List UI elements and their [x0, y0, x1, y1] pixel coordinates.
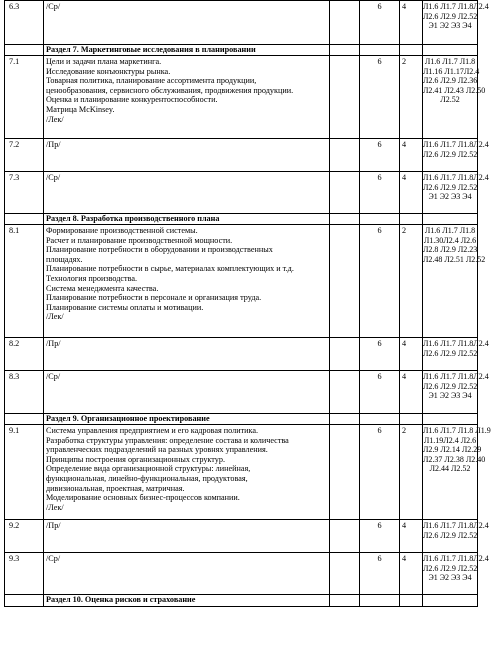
topic-line: /Пр/	[46, 140, 61, 149]
semester-cell: 6	[360, 1, 400, 45]
curriculum-table-body	[5, 1, 491, 607]
literature-refs	[423, 425, 491, 520]
topic-content	[44, 425, 330, 520]
ref-line: Э1 Э2 Э3 Э4	[428, 192, 472, 202]
empty-cell	[400, 45, 423, 56]
ref-line: Л2.8 Л2.9 Л2.23	[423, 245, 478, 255]
ref-line: Л2.6 Л2.9 Л2.52	[423, 149, 478, 159]
ref-line: Л2.44 Л2.52	[429, 464, 471, 474]
topic-line: Цели и задачи плана маркетинга.	[46, 57, 162, 66]
topic-line: Планирование потребности в персонале и организация труда.	[46, 293, 262, 303]
semester-cell: 6	[360, 139, 400, 172]
topic-row	[5, 338, 478, 371]
ref-line: Л2.48 Л2.51 Л2.52	[423, 254, 486, 264]
empty-cell	[5, 414, 44, 425]
topic-row	[5, 1, 478, 45]
ref-line: Л1.6 Л1.7 Л1.8Л2.4	[423, 521, 489, 530]
topic-line: /Пр/	[46, 521, 61, 530]
topic-line: /Ср/	[46, 372, 61, 381]
topic-line: Расчет и планирование производственной мощности.	[46, 235, 233, 245]
section-title: Раздел 10. Оценка рисков и страхование	[44, 595, 330, 607]
empty-cell	[330, 595, 360, 607]
empty-cell	[360, 214, 400, 225]
topic-line: Планирование потребности в сырье, материалах комплектующих и т.д.	[46, 264, 294, 274]
ref-line: Л1.6 Л1.7 Л1.8	[424, 226, 476, 235]
empty-cell	[330, 172, 360, 214]
topic-row	[5, 425, 478, 520]
topic-line: /Лек/	[46, 114, 64, 124]
section-row	[5, 595, 478, 607]
ref-line: Л2.41 Л2.43 Л2.50	[423, 85, 486, 95]
ref-line: Л2.6 Л2.9 Л2.52	[423, 563, 478, 573]
topic-number: 9.2	[5, 520, 44, 553]
ref-line: Л2.9 Л2.14 Л2.29	[423, 445, 482, 455]
topic-line: Матрица McKinsey.	[46, 104, 115, 114]
topic-line: Товарная политика, планирование ассортимента продукции,	[46, 76, 257, 86]
ref-line: Л1.6 Л1.7 Л1.8Л2.4	[423, 140, 489, 149]
ref-line: Л1.6 Л1.7 Л1.8	[424, 57, 476, 66]
topic-line: /Ср/	[46, 554, 61, 563]
empty-cell	[330, 214, 360, 225]
topic-number: 8.2	[5, 338, 44, 371]
topic-line: функциональная, линейно-функциональная, продуктовая,	[46, 473, 248, 483]
empty-cell	[423, 45, 478, 56]
topic-line: /Ср/	[46, 2, 61, 11]
literature-refs	[423, 139, 489, 172]
empty-cell	[330, 225, 360, 338]
empty-cell	[423, 214, 478, 225]
semester-cell: 6	[360, 520, 400, 553]
semester-cell: 6	[360, 225, 400, 338]
empty-cell	[330, 139, 360, 172]
topic-line: управленческих подразделений на разных уровнях управления.	[46, 445, 268, 455]
ref-line: Л1.6 Л1.7 Л1.8Л2.4	[423, 339, 489, 348]
ref-line: Л1.19Л2.4 Л2.6	[423, 435, 477, 445]
hours-cell: 4	[400, 338, 423, 371]
topic-line: дивизиональная, проектная, матричная.	[46, 483, 185, 493]
topic-line: площадях.	[46, 254, 83, 264]
empty-cell	[423, 414, 478, 425]
ref-line: Л2.37 Л2.38 Л2.40	[423, 454, 486, 464]
topic-number: 7.1	[5, 56, 44, 139]
empty-cell	[330, 425, 360, 520]
topic-line: /Пр/	[46, 339, 61, 348]
hours-cell: 2	[400, 425, 423, 520]
topic-content	[44, 1, 330, 45]
empty-cell	[360, 595, 400, 607]
literature-refs	[423, 553, 489, 595]
ref-line: Л2.6 Л2.9 Л2.52	[423, 182, 478, 192]
topic-line: Система менеджмента качества.	[46, 283, 159, 293]
topic-content	[44, 56, 330, 139]
hours-cell: 4	[400, 172, 423, 214]
topic-number: 8.1	[5, 225, 44, 338]
topic-line: Разработка структуры управления: определение состава и количества	[46, 435, 289, 445]
topic-number: 9.3	[5, 553, 44, 595]
ref-line: Э1 Э2 Э3 Э4	[428, 573, 472, 583]
empty-cell	[360, 45, 400, 56]
section-row	[5, 214, 478, 225]
empty-cell	[330, 1, 360, 45]
topic-content	[44, 139, 330, 172]
hours-cell: 4	[400, 371, 423, 414]
ref-line: Л2.52	[440, 95, 460, 105]
topic-number: 7.3	[5, 172, 44, 214]
empty-cell	[330, 56, 360, 139]
empty-cell	[330, 553, 360, 595]
literature-refs	[423, 225, 486, 338]
ref-line: Л1.6 Л1.7 Л1.8Л2.4	[423, 2, 489, 11]
ref-line: Л1.6 Л1.7 Л1.8Л2.4	[423, 554, 489, 563]
empty-cell	[330, 520, 360, 553]
topic-content	[44, 225, 330, 338]
topic-row	[5, 371, 478, 414]
ref-line: Л1.6 Л1.7 Л1.8 Л1.9	[423, 426, 491, 435]
topic-row	[5, 139, 478, 172]
semester-cell: 6	[360, 56, 400, 139]
empty-cell	[330, 45, 360, 56]
topic-line: Планирование системы оплаты и мотивации.	[46, 302, 204, 312]
section-title: Раздел 7. Маркетинговые исследования в планировании	[44, 45, 330, 56]
topic-line: /Лек/	[46, 502, 64, 512]
section-title: Раздел 9. Организационное проектирование	[44, 414, 330, 425]
topic-line: Моделирование основных бизнес-процессов компании.	[46, 493, 240, 503]
hours-cell: 4	[400, 139, 423, 172]
literature-refs	[423, 520, 489, 553]
hours-cell: 4	[400, 520, 423, 553]
empty-cell	[5, 214, 44, 225]
curriculum-table-page	[4, 0, 491, 607]
topic-row	[5, 520, 478, 553]
literature-refs	[423, 338, 489, 371]
topic-content	[44, 371, 330, 414]
topic-line: /Лек/	[46, 312, 64, 322]
semester-cell: 6	[360, 553, 400, 595]
ref-line: Л1.16 Л1.17Л2.4	[423, 66, 480, 76]
empty-cell	[400, 414, 423, 425]
topic-content	[44, 172, 330, 214]
topic-row	[5, 172, 478, 214]
topic-line: Определение вида организационной структуры: линейная,	[46, 464, 251, 474]
section-title: Раздел 8. Разработка производственного плана	[44, 214, 330, 225]
literature-refs	[423, 1, 489, 45]
hours-cell: 4	[400, 1, 423, 45]
topic-number: 9.1	[5, 425, 44, 520]
topic-number: 7.2	[5, 139, 44, 172]
topic-line: ценообразования, сервисного обслуживания, продвижения продукции.	[46, 85, 294, 95]
topic-number: 6.3	[5, 1, 44, 45]
semester-cell: 6	[360, 172, 400, 214]
topic-content	[44, 338, 330, 371]
literature-refs	[423, 56, 486, 139]
hours-cell: 4	[400, 553, 423, 595]
ref-line: Л2.6 Л2.9 Л2.52	[423, 348, 478, 358]
literature-refs	[423, 172, 489, 214]
empty-cell	[330, 338, 360, 371]
topic-line: Принципы построения организационных структур.	[46, 454, 225, 464]
ref-line: Э1 Э2 Э3 Э4	[428, 391, 472, 401]
empty-cell	[5, 595, 44, 607]
empty-cell	[5, 45, 44, 56]
section-row	[5, 45, 478, 56]
empty-cell	[400, 595, 423, 607]
ref-line: Л2.6 Л2.9 Л2.52	[423, 381, 478, 391]
curriculum-table	[4, 0, 491, 607]
topic-row	[5, 553, 478, 595]
topic-number: 8.3	[5, 371, 44, 414]
topic-line: Система управления предприятием и его кадровая политика.	[46, 426, 259, 435]
ref-line: Л2.6 Л2.9 Л2.52	[423, 11, 478, 21]
topic-line: Формирование производственной системы.	[46, 226, 198, 235]
topic-line: /Ср/	[46, 173, 61, 182]
empty-cell	[423, 595, 478, 607]
empty-cell	[400, 214, 423, 225]
ref-line: Л1.6 Л1.7 Л1.8Л2.4	[423, 372, 489, 381]
topic-line: Оценка и планирование конкурентоспособности.	[46, 95, 218, 105]
topic-content	[44, 520, 330, 553]
ref-line: Л2.6 Л2.9 Л2.36	[423, 76, 478, 86]
hours-cell: 2	[400, 225, 423, 338]
topic-row	[5, 56, 478, 139]
topic-line: Технология производства.	[46, 273, 138, 283]
empty-cell	[330, 414, 360, 425]
semester-cell: 6	[360, 338, 400, 371]
semester-cell: 6	[360, 425, 400, 520]
ref-line: Л2.6 Л2.9 Л2.52	[423, 530, 478, 540]
empty-cell	[360, 414, 400, 425]
section-row	[5, 414, 478, 425]
topic-line: Планирование потребности в оборудовании и производственных	[46, 245, 273, 255]
ref-line: Э1 Э2 Э3 Э4	[428, 21, 472, 31]
empty-cell	[330, 371, 360, 414]
topic-row	[5, 225, 478, 338]
hours-cell: 2	[400, 56, 423, 139]
literature-refs	[423, 371, 489, 414]
ref-line: Л1.6 Л1.7 Л1.8Л2.4	[423, 173, 489, 182]
semester-cell: 6	[360, 371, 400, 414]
topic-line: Исследование конъюнктуры рынка.	[46, 66, 171, 76]
ref-line: Л1.30Л2.4 Л2.6	[423, 235, 477, 245]
topic-content	[44, 553, 330, 595]
